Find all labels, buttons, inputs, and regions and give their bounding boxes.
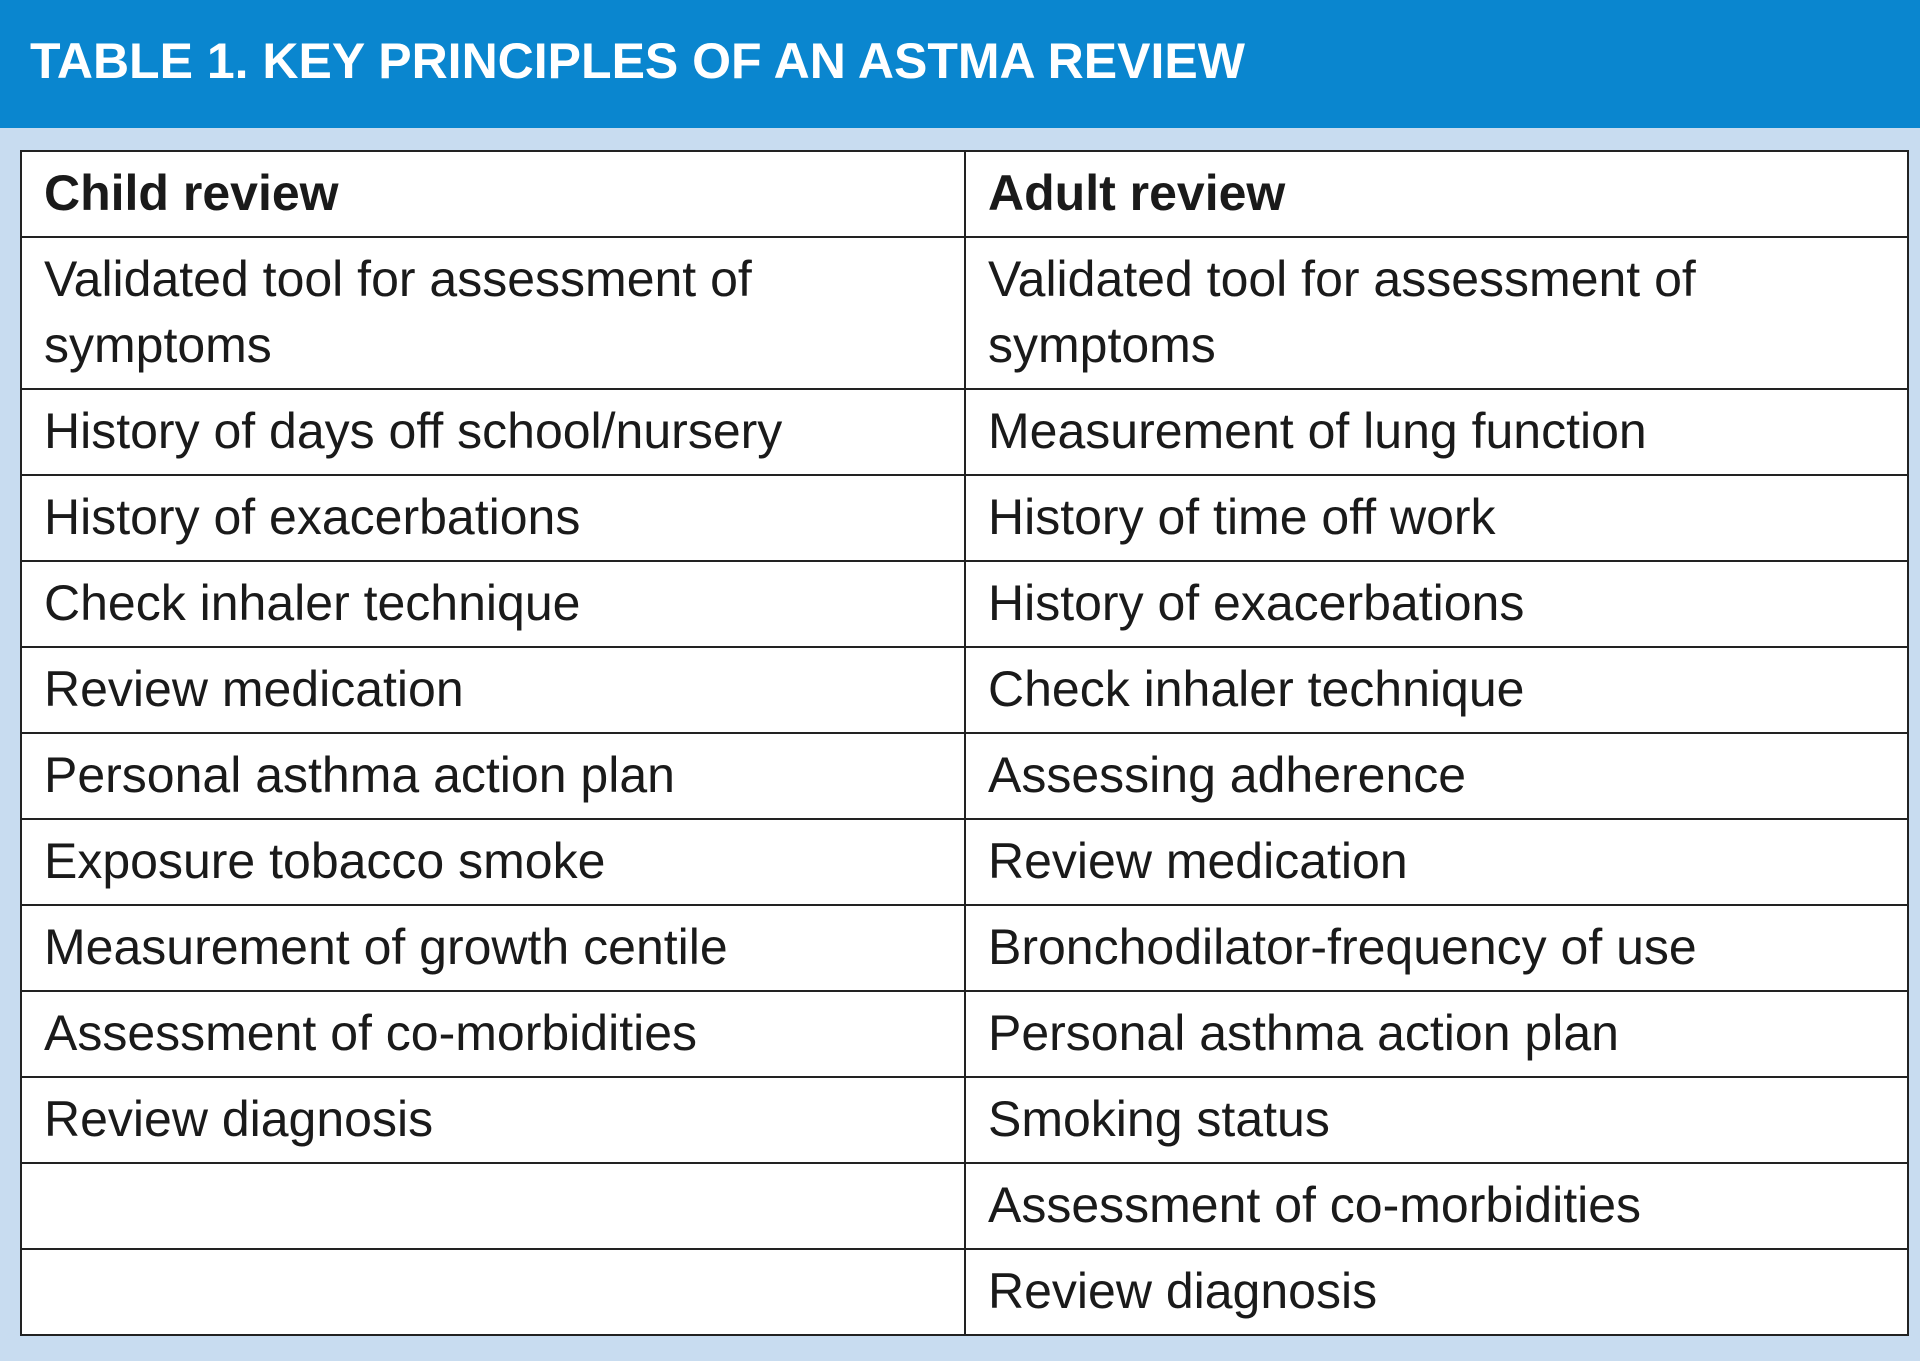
child-cell-empty <box>21 1163 965 1249</box>
child-cell: Validated tool for assessment of symptoms <box>21 237 965 389</box>
table-row <box>21 389 1908 475</box>
child-cell: Assessment of co-morbidities <box>21 991 965 1077</box>
table-row <box>21 561 1908 647</box>
adult-cell: Assessment of co-morbidities <box>965 1163 1908 1249</box>
table-row <box>21 991 1908 1077</box>
header-child-review: Child review <box>21 151 965 237</box>
child-cell: Personal asthma action plan <box>21 733 965 819</box>
table-title: TABLE 1. KEY PRINCIPLES OF AN ASTMA REVIEW <box>30 33 1245 89</box>
adult-cell: Review medication <box>965 819 1908 905</box>
table-row <box>21 647 1908 733</box>
adult-cell: History of time off work <box>965 475 1908 561</box>
adult-cell: Smoking status <box>965 1077 1908 1163</box>
adult-cell: Bronchodilator-frequency of use <box>965 905 1908 991</box>
adult-cell: History of exacerbations <box>965 561 1908 647</box>
review-table-container <box>20 150 1907 1336</box>
table-row <box>21 475 1908 561</box>
child-cell: History of exacerbations <box>21 475 965 561</box>
title-bar <box>0 0 1920 128</box>
child-cell: Measurement of growth centile <box>21 905 965 991</box>
child-cell: History of days off school/nursery <box>21 389 965 475</box>
table-row <box>21 819 1908 905</box>
header-adult-review: Adult review <box>965 151 1908 237</box>
table-row <box>21 1249 1908 1335</box>
child-cell: Review medication <box>21 647 965 733</box>
table-row <box>21 733 1908 819</box>
child-cell: Review diagnosis <box>21 1077 965 1163</box>
adult-cell: Measurement of lung function <box>965 389 1908 475</box>
child-cell: Exposure tobacco smoke <box>21 819 965 905</box>
child-cell: Check inhaler technique <box>21 561 965 647</box>
table-row <box>21 237 1908 389</box>
adult-cell: Assessing adherence <box>965 733 1908 819</box>
child-cell-empty <box>21 1249 965 1335</box>
review-table <box>20 150 1909 1336</box>
table-header-row <box>21 151 1908 237</box>
adult-cell: Review diagnosis <box>965 1249 1908 1335</box>
table-row <box>21 1077 1908 1163</box>
table-row <box>21 905 1908 991</box>
adult-cell: Check inhaler technique <box>965 647 1908 733</box>
adult-cell: Validated tool for assessment of symptoms <box>965 237 1908 389</box>
adult-cell: Personal asthma action plan <box>965 991 1908 1077</box>
table-row <box>21 1163 1908 1249</box>
